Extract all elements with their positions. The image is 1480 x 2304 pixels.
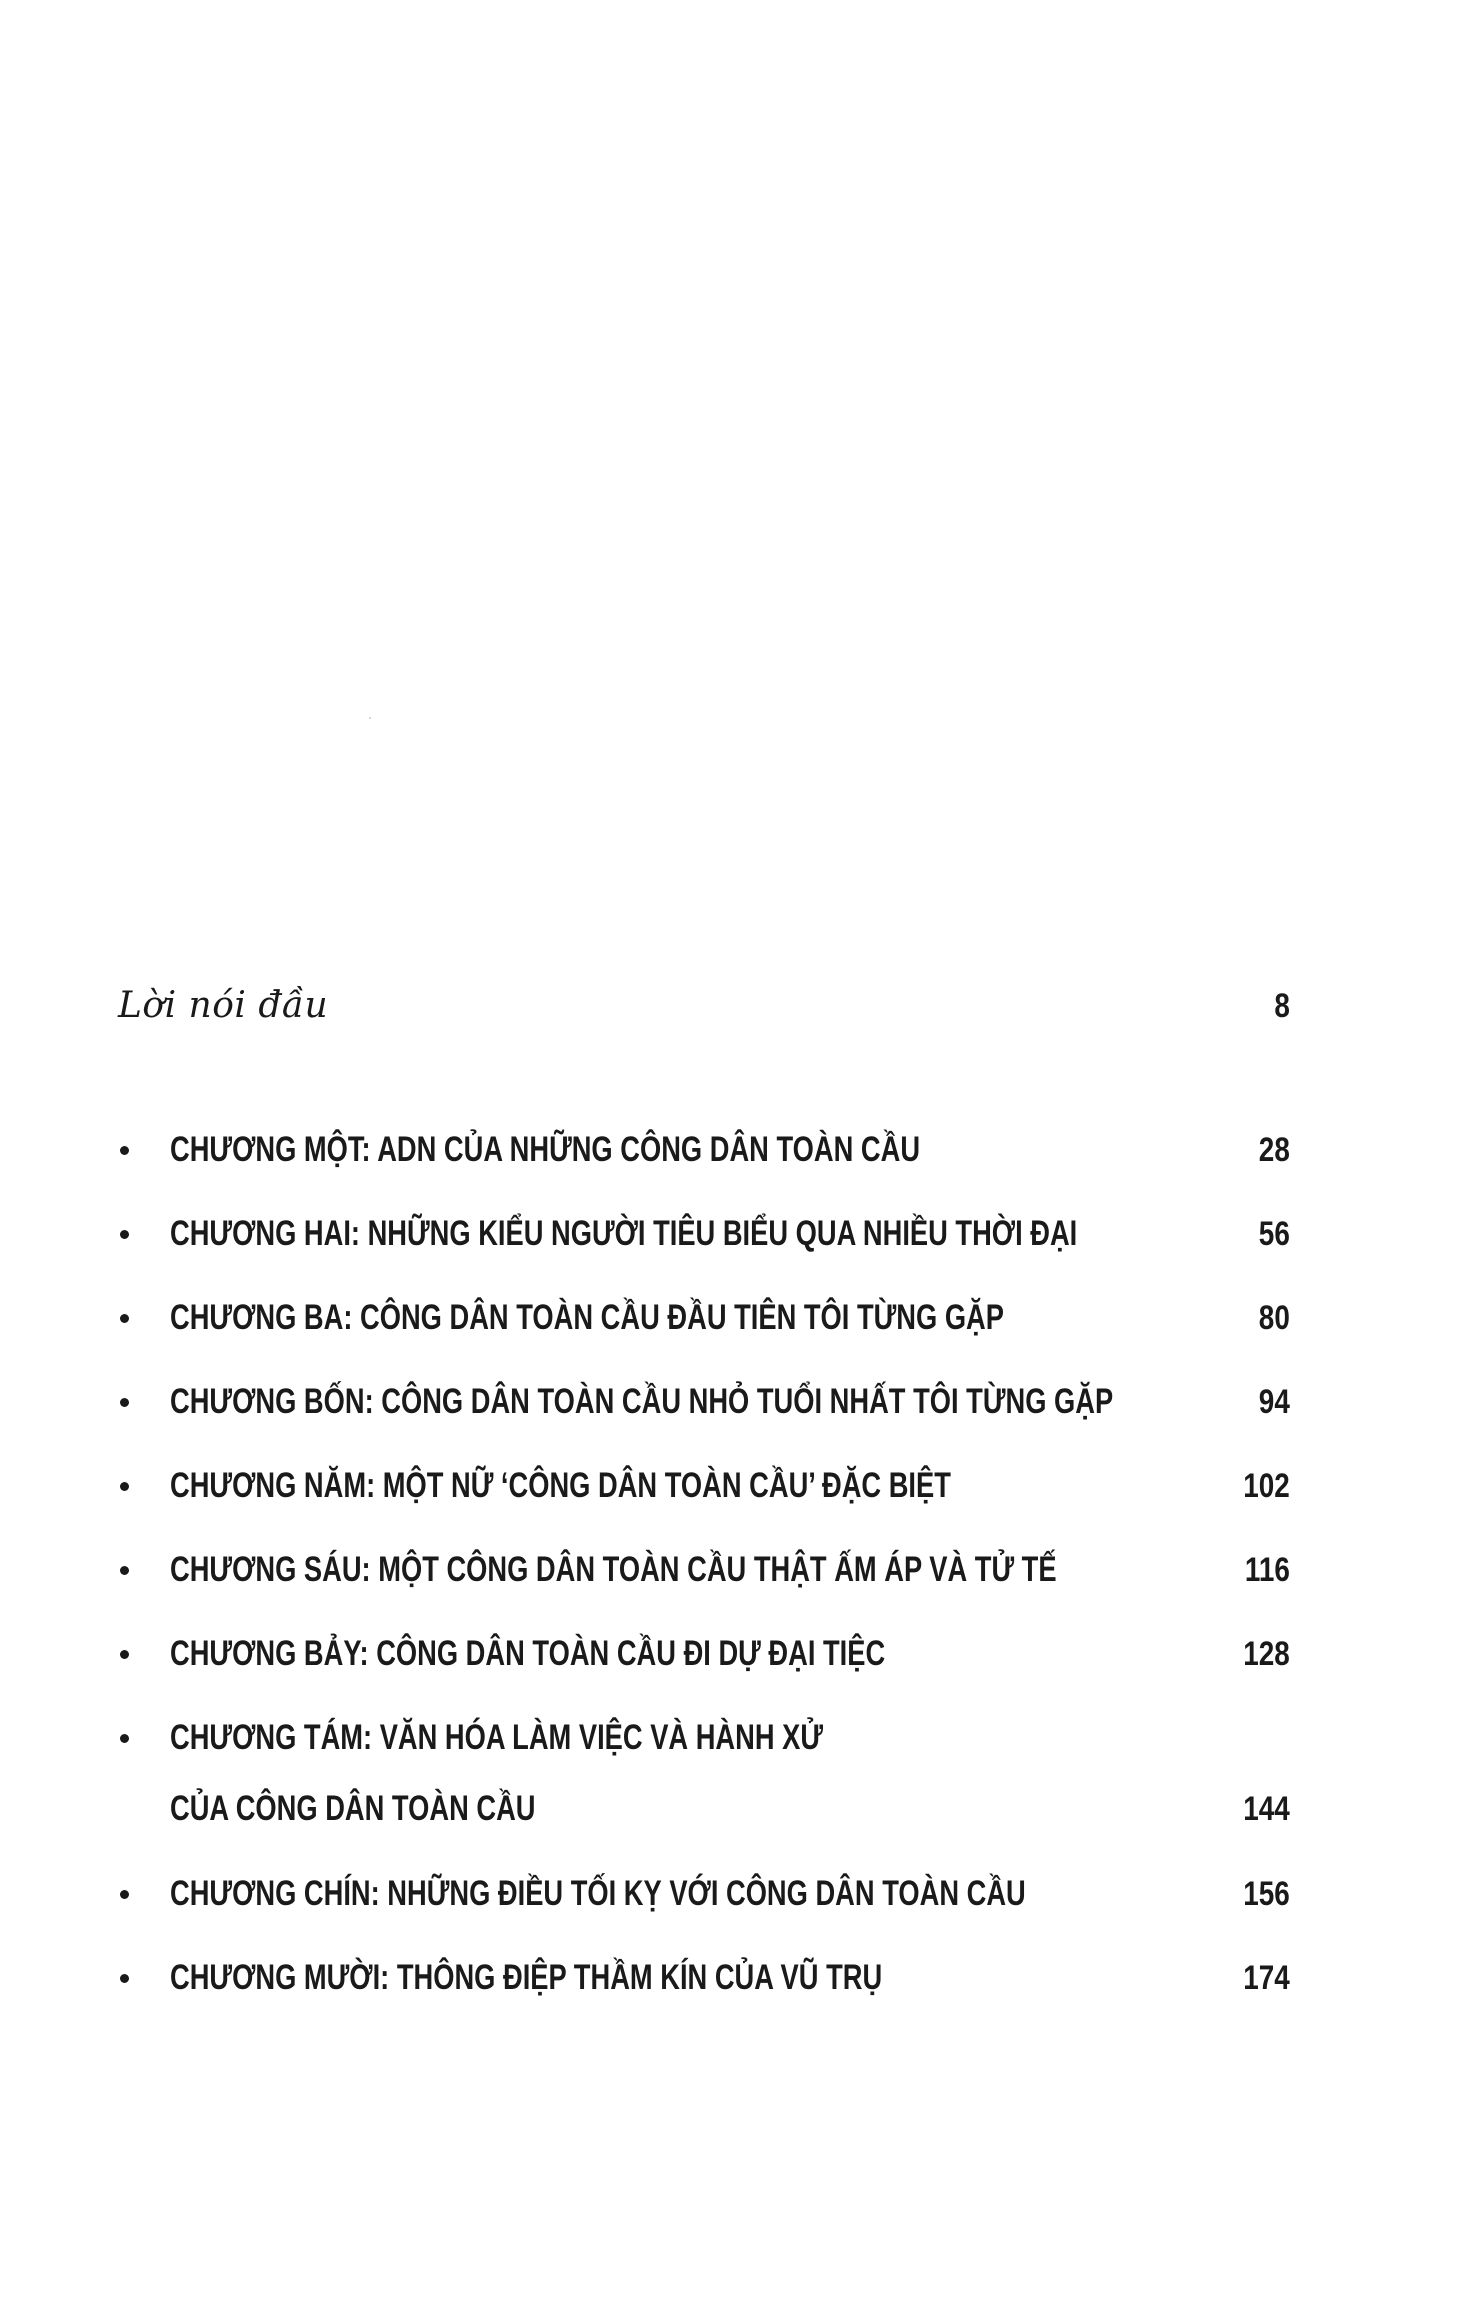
chapter-title: CHƯƠNG MỘT: ADN CỦA NHỮNG CÔNG DÂN TOÀN CẦU xyxy=(170,1130,921,1169)
bullet-icon xyxy=(120,1650,129,1659)
bullet-icon xyxy=(120,1146,129,1155)
bullet-icon xyxy=(120,1482,129,1491)
chapter-page-number: 116 xyxy=(1245,1551,1290,1589)
chapter-page-number: 156 xyxy=(1243,1875,1290,1913)
chapter-page-number: 174 xyxy=(1243,1959,1290,1997)
toc-entry-chapter-7 xyxy=(118,1630,1290,1690)
preface-title: Lời nói đầu xyxy=(118,985,329,1026)
toc-entry-chapter-9 xyxy=(118,1870,1290,1930)
bullet-icon xyxy=(120,1314,129,1323)
preface-page-number: 8 xyxy=(1274,987,1290,1025)
bullet-icon xyxy=(120,1398,129,1407)
bullet-icon xyxy=(120,1890,129,1899)
chapter-title: CHƯƠNG NĂM: MỘT NỮ ‘CÔNG DÂN TOÀN CẦU’ ĐẶC BIỆT xyxy=(170,1466,951,1505)
chapter-page-number: 102 xyxy=(1243,1467,1290,1505)
toc-entry-chapter-4 xyxy=(118,1378,1290,1438)
toc-entry-chapter-5 xyxy=(118,1462,1290,1522)
chapter-title: CHƯƠNG BA: CÔNG DÂN TOÀN CẦU ĐẦU TIÊN TÔI TỪNG GẶP xyxy=(170,1298,1004,1337)
toc-entry-chapter-10 xyxy=(118,1954,1290,2014)
chapter-title: CHƯƠNG CHÍN: NHỮNG ĐIỀU TỐI KỴ VỚI CÔNG DÂN TOÀN CẦU xyxy=(170,1874,1026,1913)
chapter-page-number: 94 xyxy=(1258,1383,1290,1421)
chapter-title: CHƯƠNG TÁM: VĂN HÓA LÀM VIỆC VÀ HÀNH XỬ xyxy=(170,1718,824,1757)
toc-entry-chapter-1 xyxy=(118,1126,1290,1186)
toc-entry-preface xyxy=(118,982,1290,1042)
chapter-page-number: 144 xyxy=(1243,1790,1290,1828)
chapter-title-continuation: CỦA CÔNG DÂN TOÀN CẦU xyxy=(170,1789,536,1828)
chapter-page-number: 128 xyxy=(1243,1635,1290,1673)
chapter-title: CHƯƠNG MƯỜI: THÔNG ĐIỆP THẦM KÍN CỦA VŨ TRỤ xyxy=(170,1958,883,1997)
toc-entry-chapter-8 xyxy=(118,1714,1290,1844)
toc-entry-chapter-3 xyxy=(118,1294,1290,1354)
bullet-icon xyxy=(120,1734,129,1743)
chapter-title: CHƯƠNG HAI: NHỮNG KIỂU NGƯỜI TIÊU BIỂU QUA NHIỀU THỜI ĐẠI xyxy=(170,1214,1078,1253)
toc-entry-chapter-6 xyxy=(118,1546,1290,1606)
chapter-title: CHƯƠNG BỐN: CÔNG DÂN TOÀN CẦU NHỎ TUỔI NHẤT TÔI TỪNG GẶP xyxy=(170,1382,1114,1421)
scan-speck xyxy=(369,717,371,719)
chapter-title: CHƯƠNG BẢY: CÔNG DÂN TOÀN CẦU ĐI DỰ ĐẠI TIỆC xyxy=(170,1634,886,1673)
chapter-page-number: 80 xyxy=(1258,1299,1290,1337)
toc-entry-chapter-2 xyxy=(118,1210,1290,1270)
chapter-page-number: 56 xyxy=(1258,1215,1290,1253)
chapter-title: CHƯƠNG SÁU: MỘT CÔNG DÂN TOÀN CẦU THẬT ẤM ÁP VÀ TỬ TẾ xyxy=(170,1550,1057,1589)
chapter-page-number: 28 xyxy=(1258,1131,1290,1169)
bullet-icon xyxy=(120,1230,129,1239)
bullet-icon xyxy=(120,1974,129,1983)
bullet-icon xyxy=(120,1566,129,1575)
